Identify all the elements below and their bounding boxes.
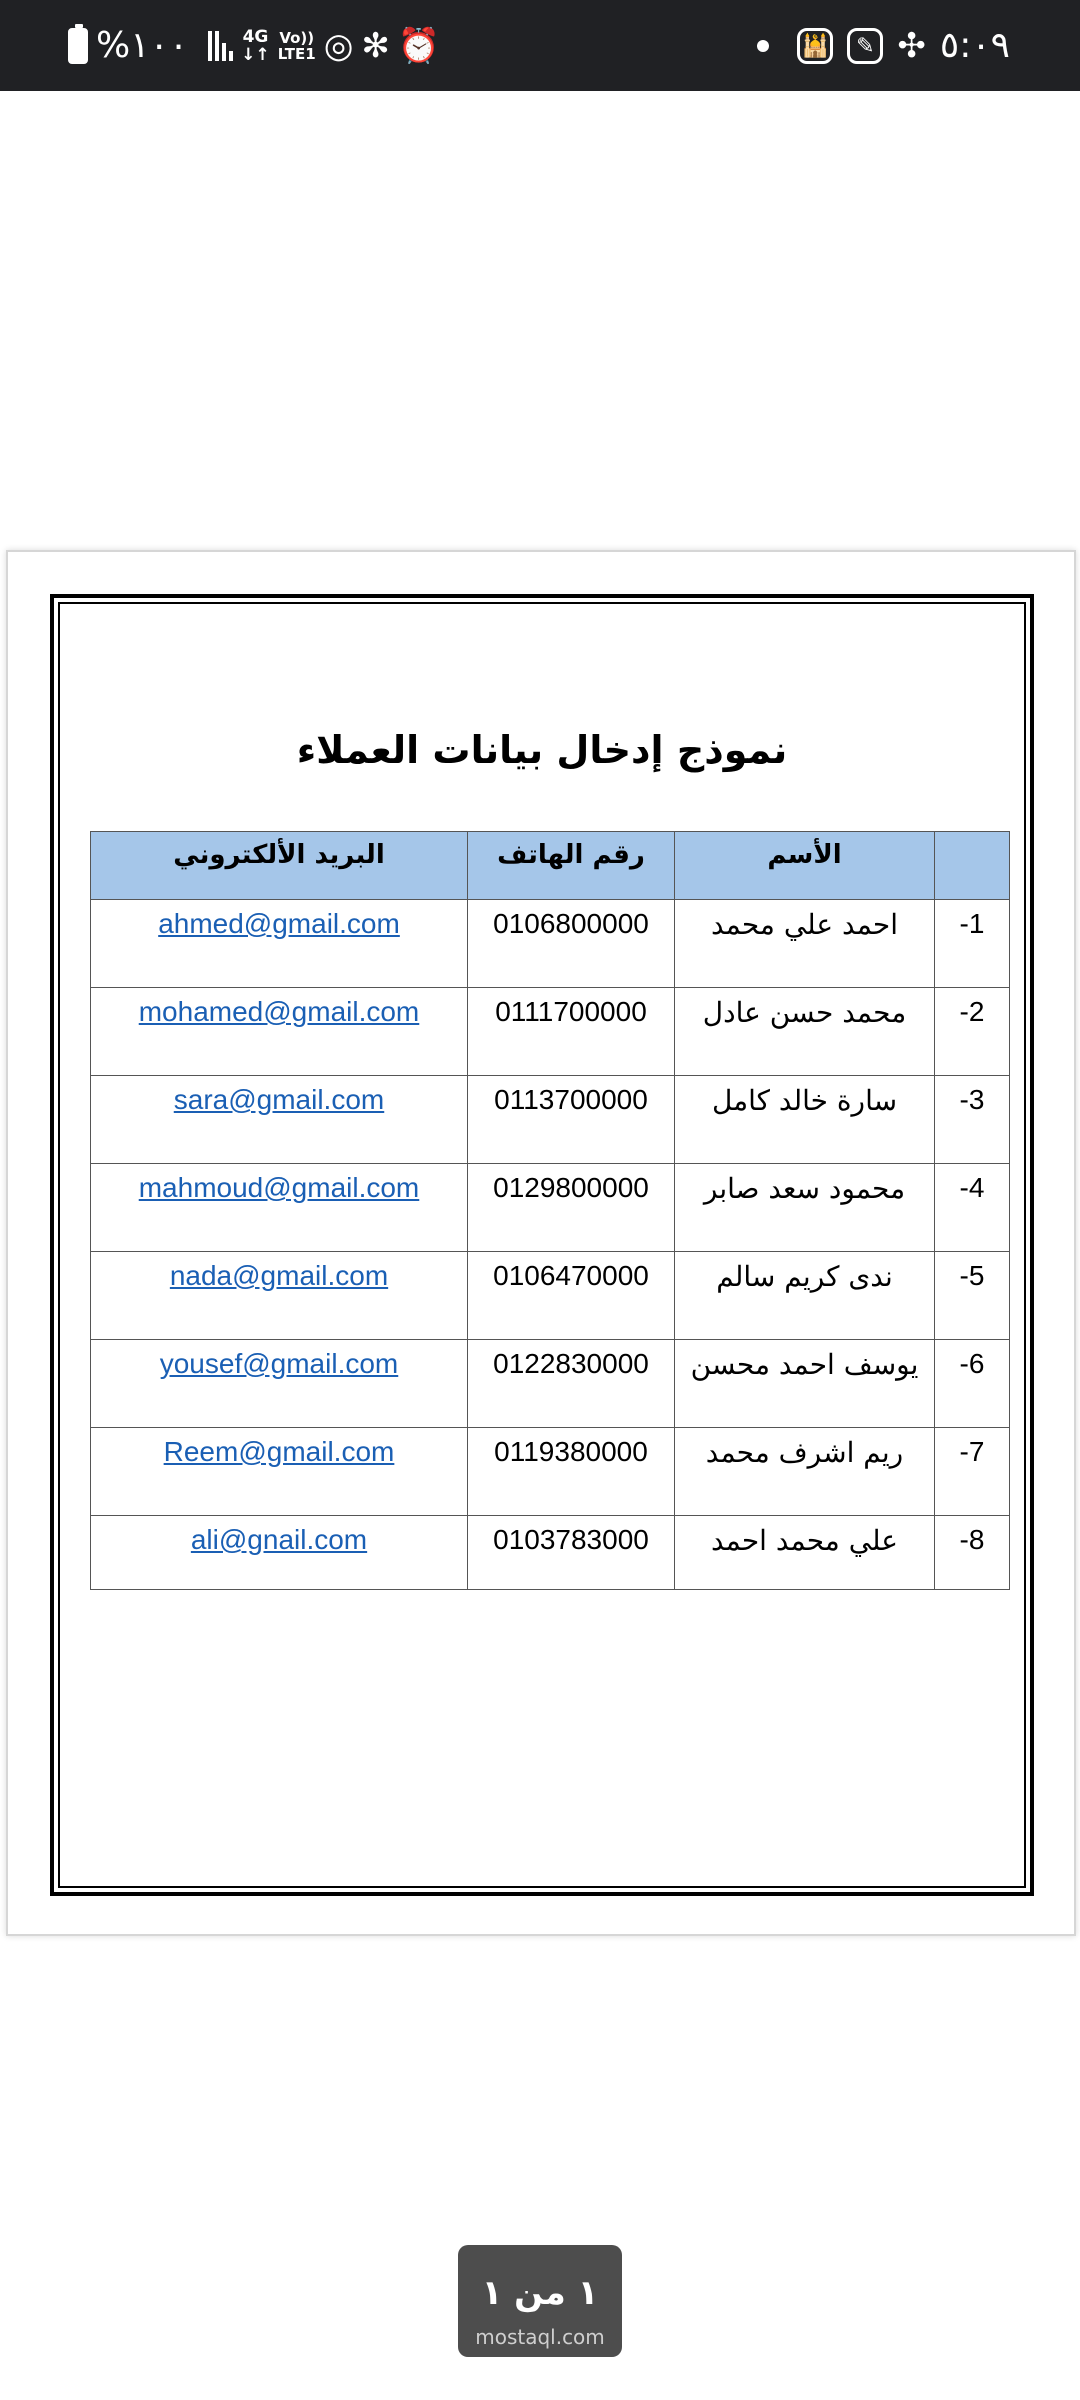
table-header-row — [91, 832, 1010, 900]
header-index — [935, 832, 1010, 900]
row-email-cell — [91, 988, 468, 1076]
row-name: محمد حسن عادل — [675, 988, 935, 1076]
watermark: mostaql.com — [475, 2325, 605, 2349]
clock-time: ٥:٠٩ — [939, 25, 1010, 66]
row-email-cell — [91, 1076, 468, 1164]
row-name: محمود سعد صابر — [675, 1164, 935, 1252]
row-index: -1 — [935, 900, 1010, 988]
header-phone: رقم الهاتف — [468, 832, 675, 900]
row-phone: 0106470000 — [468, 1252, 675, 1340]
bluetooth-icon: ✻ — [361, 25, 390, 66]
row-email-cell — [91, 1428, 468, 1516]
header-email: البريد الألكتروني — [91, 832, 468, 900]
row-name: ريم اشرف محمد — [675, 1428, 935, 1516]
row-name: يوسف احمد محسن — [675, 1340, 935, 1428]
email-link[interactable]: mahmoud@gmail.com — [138, 1172, 420, 1203]
volte-indicator — [278, 30, 316, 62]
mosque-app-icon: 🕌 — [797, 28, 833, 64]
network-type — [241, 28, 270, 64]
email-link[interactable]: Reem@gmail.com — [163, 1436, 395, 1467]
page-counter-label: ١ من ١ — [481, 2273, 599, 2313]
volte-top: Vo)) — [279, 28, 315, 47]
hotspot-icon: ◎ — [323, 25, 354, 66]
row-index: -3 — [935, 1076, 1010, 1164]
alarm-icon: ⏰ — [397, 25, 441, 66]
email-link[interactable]: sara@gmail.com — [173, 1084, 385, 1115]
email-link[interactable]: ahmed@gmail.com — [158, 908, 400, 939]
row-email-cell — [91, 900, 468, 988]
row-index: -7 — [935, 1428, 1010, 1516]
pinwheel-app-icon: ✣ — [897, 25, 926, 66]
row-phone: 0119380000 — [468, 1428, 675, 1516]
row-email-cell — [91, 1252, 468, 1340]
row-name: سارة خالد كامل — [675, 1076, 935, 1164]
document-page — [6, 550, 1076, 1936]
email-link[interactable]: ali@gnail.com — [190, 1524, 368, 1555]
table-row — [91, 1076, 1010, 1164]
row-phone: 0129800000 — [468, 1164, 675, 1252]
row-name: احمد علي محمد — [675, 900, 935, 988]
table-row — [91, 1428, 1010, 1516]
status-bar-left — [68, 0, 440, 91]
row-phone: 0111700000 — [468, 988, 675, 1076]
battery-icon — [68, 28, 88, 64]
row-email-cell — [91, 1340, 468, 1428]
email-link[interactable]: nada@gmail.com — [169, 1260, 389, 1291]
page-counter — [458, 2245, 622, 2357]
row-phone: 0103783000 — [468, 1516, 675, 1590]
volte-bottom: LTE1 — [277, 44, 316, 63]
messenger-app-icon: ✎ — [847, 28, 883, 64]
row-phone: 0113700000 — [468, 1076, 675, 1164]
signal-icon — [208, 31, 233, 61]
header-name: الأسم — [675, 832, 935, 900]
row-phone: 0122830000 — [468, 1340, 675, 1428]
status-bar-right — [757, 0, 1010, 91]
page-border-inner — [58, 602, 1026, 1888]
row-index: -6 — [935, 1340, 1010, 1428]
row-name: علي محمد احمد — [675, 1516, 935, 1590]
row-index: -2 — [935, 988, 1010, 1076]
email-link[interactable]: mohamed@gmail.com — [138, 996, 420, 1027]
email-link[interactable]: yousef@gmail.com — [159, 1348, 399, 1379]
table-row — [91, 988, 1010, 1076]
row-name: ندى كريم سالم — [675, 1252, 935, 1340]
customers-table — [90, 831, 1010, 1590]
row-index: -4 — [935, 1164, 1010, 1252]
data-arrows-icon: ↓↑ — [241, 44, 270, 65]
row-email-cell — [91, 1516, 468, 1590]
table-row — [91, 900, 1010, 988]
row-index: -8 — [935, 1516, 1010, 1590]
table-row — [91, 1252, 1010, 1340]
table-row — [91, 1340, 1010, 1428]
document-title: نموذج إدخال بيانات العملاء — [296, 728, 788, 772]
network-label: 4G — [242, 26, 269, 47]
row-email-cell — [91, 1164, 468, 1252]
row-phone: 0106800000 — [468, 900, 675, 988]
notification-dot-icon — [757, 40, 769, 52]
battery-percent: %١٠٠ — [96, 25, 189, 66]
table-row — [91, 1164, 1010, 1252]
table-row — [91, 1516, 1010, 1590]
row-index: -5 — [935, 1252, 1010, 1340]
status-bar — [0, 0, 1080, 91]
page-border — [50, 594, 1034, 1896]
